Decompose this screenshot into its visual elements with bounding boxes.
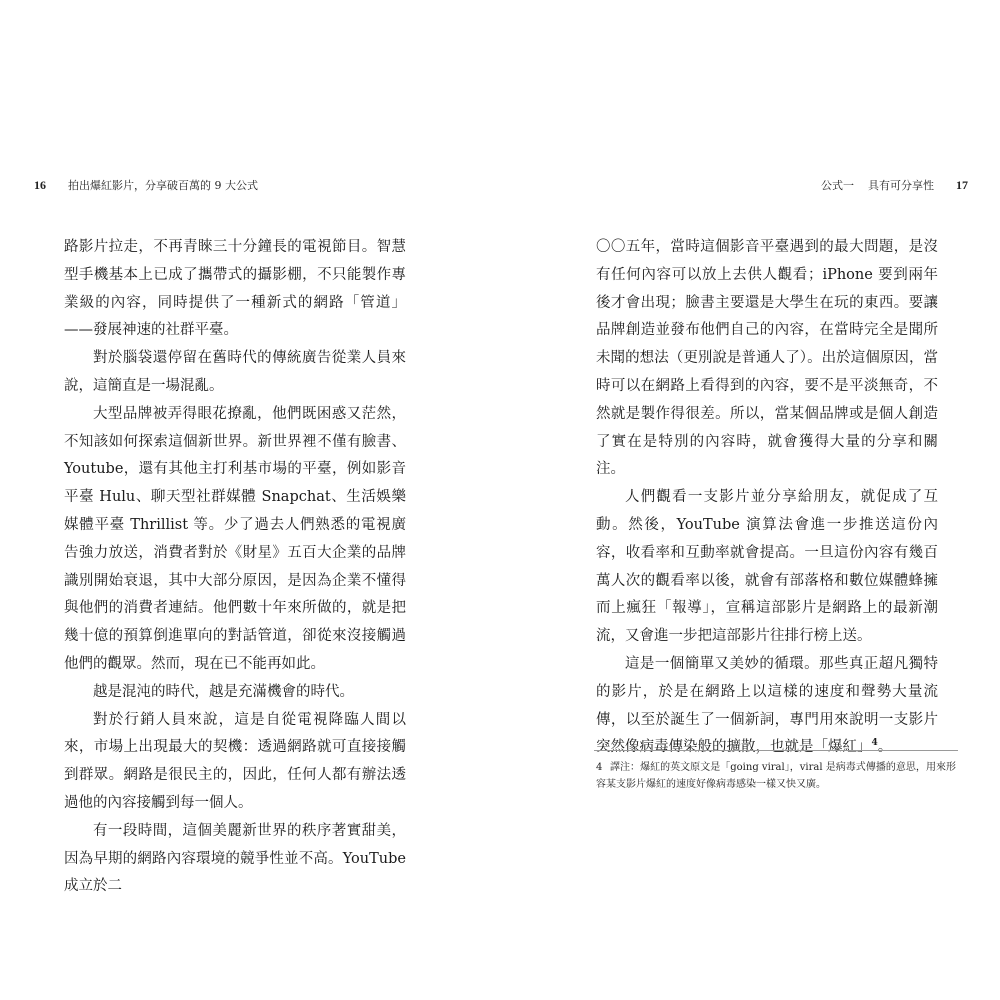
footnote-reference[interactable]: 4 [871,738,878,749]
footnote-number: 4 [596,762,603,773]
paragraph: 越是混沌的時代，越是充滿機會的時代。 [93,683,354,700]
right-running-header [821,178,968,192]
paragraph: 對於腦袋還停留在舊時代的傳統廣告從業人員來說，這簡直是一場混亂。 [64,350,406,394]
chapter-title: 具有可分享性 [868,179,934,192]
paragraph-end: 。 [877,739,893,756]
right-page-number: 17 [956,178,968,192]
paragraph [596,651,938,762]
paragraph: 有一段時間，這個美麗新世界的秩序著實甜美，因為早期的網路內容環境的競爭性並不高。YouTube 成立於二 [64,822,406,895]
footnote-divider [594,750,958,751]
footnote [596,759,956,793]
book-title: 拍出爆紅影片，分享破百萬的 9 大公式 [68,179,258,192]
paragraph-text: 這是一個簡單又美妙的循環。那些真正超凡獨特的影片，於是在網路上以這樣的速度和聲勢大量流傳，以至於誕生了一個新詞，專門用來說明一支影片突然像病毒傳染般的擴散，也就是「爆紅」 [596,655,938,756]
right-page-text [596,234,938,762]
paragraph: 大型品牌被弄得眼花撩亂，他們既困惑又茫然，不知該如何探索這個新世界。新世界裡不僅有臉書、Youtube，還有其他主打利基市場的平臺，例如影音平臺 Hulu、聊天型社群媒體 Snapchat、生活娛樂媒體平臺 Thrillist 等。少了過去人們熟悉的電視廣告強力放送，消費者對於《財星》五百大企業的品牌識別開始衰退，其中大部分原因，是因為企業不懂得與他們的消費者連結。他們數十年來所做的，就是把幾十億的預算倒進單向的對話管道，卻從來沒接觸過他們的觀眾。然而，現在已不能再如此。 [64,405,406,672]
footnote-text: 譯注：爆紅的英文原文是「going viral」，viral 是病毒式傳播的意思，用來形容某支影片爆紅的速度好像病毒感染一樣又快又廣。 [596,762,956,790]
paragraph: 〇〇五年，當時這個影音平臺遇到的最大問題，是沒有任何內容可以放上去供人觀看；iPhone 要到兩年後才會出現；臉書主要還是大學生在玩的東西。要讓品牌創造並發布他們自己的內容，在當時完全是聞所未聞的想法（更別說是普通人了）。出於這個原因，當時可以在網路上看得到的內容，要不是平淡無奇，不然就是製作得很差。所以，當某個品牌或是個人創造了實在是特別的內容時，就會獲得大量的分享和關注。 [596,239,938,478]
chapter-label: 公式一 [821,179,854,192]
left-page-number: 16 [34,178,46,192]
left-page-text [64,234,406,901]
paragraph: 人們觀看一支影片並分享給朋友，就促成了互動。然後，YouTube 演算法會進一步推送這份內容，收看率和互動率就會提高。一旦這份內容有幾百萬人次的觀看率以後，就會有部落格和數位媒體蜂擁而上瘋狂「報導」，宣稱這部影片是網路上的最新潮流，又會進一步把這部影片往排行榜上送。 [596,489,938,645]
paragraph: 對於行銷人員來說，這是自從電視降臨人間以來，市場上出現最大的契機：透過網路就可直接接觸到群眾。網路是很民主的，因此，任何人都有辦法透過他的內容接觸到每一個人。 [64,711,406,811]
left-running-header [34,178,258,192]
paragraph: 路影片拉走，不再青睞三十分鐘長的電視節目。智慧型手機基本上已成了攜帶式的攝影棚，不只能製作專業級的內容，同時提供了一種新式的網路「管道」——發展神速的社群平臺。 [64,239,406,339]
